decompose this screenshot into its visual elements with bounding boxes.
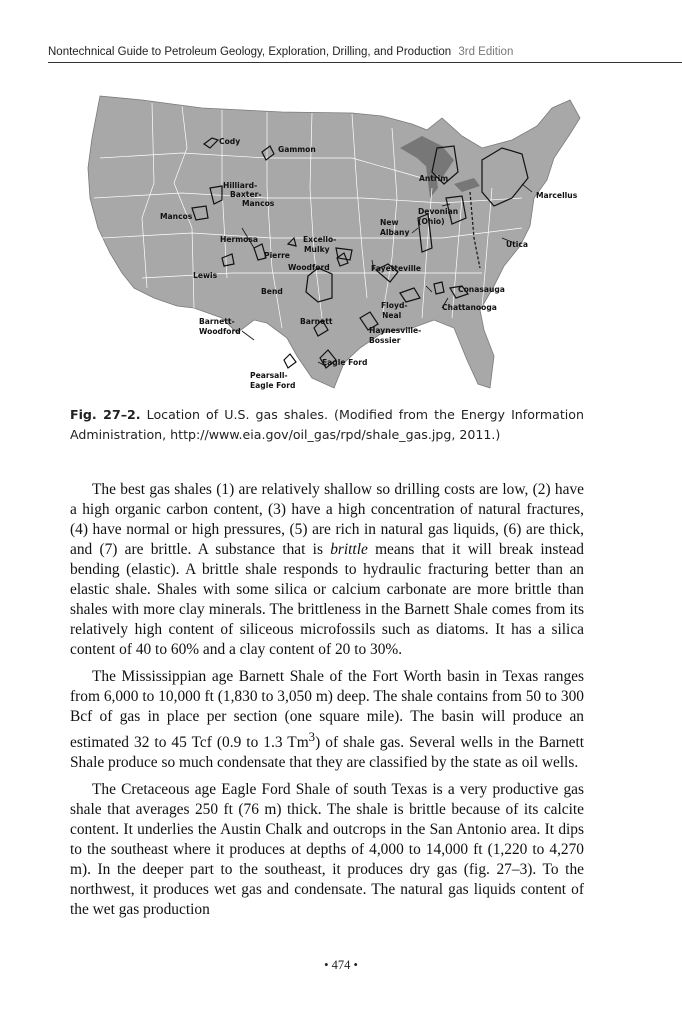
paragraph-2-part-a: The Mississippian age Barnett Shale of the Fort Worth basin in Texas ranges from 6,000 to 10,000 ft (1,830 to 3,050 m) deep. The shale contains from 50 to 300 Bcf of gas in place per section (one square mile). The basin will produce an estimated 32 to 45 Tcf (0.9 to 1.3 Tm: [70, 668, 584, 752]
label-ohio: (Ohio): [418, 217, 445, 226]
label-mancos-upper: Mancos: [242, 199, 275, 208]
label-chattanooga: Chattanooga: [442, 303, 497, 312]
page-number: • 474 •: [324, 958, 358, 972]
label-hilliard: Hilliard-: [223, 181, 258, 190]
edition-label: 3rd Edition: [458, 46, 514, 58]
label-floyd: Floyd-: [381, 301, 408, 310]
label-bossier: Bossier: [369, 336, 401, 345]
figure-label: Fig. 27–2.: [70, 407, 141, 422]
label-utica: Utica: [506, 240, 529, 249]
label-mulky: Mulky: [304, 245, 330, 254]
label-baxter: Baxter-: [230, 190, 262, 199]
label-woodford: Woodford: [288, 263, 330, 272]
figure-caption-text: Location of U.S. gas shales. (Modified from the Energy Information Administration, http://www.eia.gov/oil_gas/rpd/shale_gas.jpg, 2011.): [70, 407, 584, 442]
paragraph-1-part-b: means that it will break instead bending (elastic). A brittle shale responds to hydraulic fracturing better than an elastic shale. Shales with some silica or calcium carbonate are more brittle than shales with more clay minerals. The brittleness in the Barnett Shale comes from its relatively high content of siliceous microfossils such as diatoms. It has a silica content of 40 to 60% and a clay content of 20 to 30%.: [70, 541, 584, 658]
label-eagle-ford: Eagle Ford: [322, 358, 368, 367]
paragraph-2-part-b: ) of shale gas. Several wells in the Barnett Shale produce so much condensate that they are classified by the state as oil wells.: [70, 734, 584, 772]
label-lewis: Lewis: [193, 271, 218, 280]
label-gammon: Gammon: [278, 145, 316, 154]
label-neal: Neal: [382, 311, 402, 320]
label-devonian: Devonian: [418, 207, 459, 216]
us-gas-shales-map: [82, 88, 592, 393]
label-fayetteville: Fayetteville: [371, 264, 422, 273]
label-conasauga: Conasauga: [458, 285, 505, 294]
label-excello: Excello-: [303, 235, 337, 244]
paragraph-1-part-a: The best gas shales (1) are relatively shallow so drilling costs are low, (2) have a high organic carbon content, (3) have a high concentration of natural fractures, (4) have normal or high pressures, (5) are rich in natural gas liquids, (6) are thick, and (7) are brittle. A substance that is: [70, 481, 584, 558]
paragraph-3: The Cretaceous age Eagle Ford Shale of south Texas is a very productive gas shale that averages 250 ft (76 m) thick. The shale is brittle because of its calcite content. It underlies the Austin Chalk and outcrops in the San Antonio area. It dips to the southeast where it produces at depths of 4,000 to 14,000 ft (1,220 to 4,270 m). In the deeper part to the southeast, it produces dry gas (fig. 27–3). To the northwest, it produces wet gas and condensate. The natural gas liquids content of the wet gas production: [70, 781, 584, 919]
label-pearsall: Pearsall-: [250, 371, 288, 380]
label-barnett: Barnett: [300, 317, 333, 326]
paragraph-1-emphasis: brittle: [330, 541, 368, 558]
book-title: Nontechnical Guide to Petroleum Geology, Exploration, Drilling, and Production: [48, 46, 452, 58]
label-haynesville: Haynesville-: [369, 326, 422, 335]
map-svg: [82, 88, 592, 393]
label-pierre: Pierre: [264, 251, 290, 260]
paragraph-1: [70, 480, 584, 660]
label-mancos: Mancos: [160, 212, 193, 221]
paragraph-2: [70, 667, 584, 773]
label-new: New: [380, 218, 399, 227]
label-pearsall-eagle-ford: Eagle Ford: [250, 381, 296, 390]
label-cody: Cody: [219, 137, 241, 146]
figure-caption: [70, 405, 584, 445]
paragraph-2-superscript: 3: [308, 730, 316, 744]
label-barnett-woodford-2: Woodford: [199, 327, 241, 336]
label-hermosa: Hermosa: [220, 235, 259, 244]
label-barnett-woodford-1: Barnett-: [199, 317, 235, 326]
running-header: [48, 46, 682, 63]
label-albany: Albany: [380, 228, 410, 237]
label-antrim: Antrim: [419, 174, 449, 183]
label-marcellus: Marcellus: [536, 191, 578, 200]
body-text: [70, 480, 584, 927]
label-bend: Bend: [261, 287, 283, 296]
